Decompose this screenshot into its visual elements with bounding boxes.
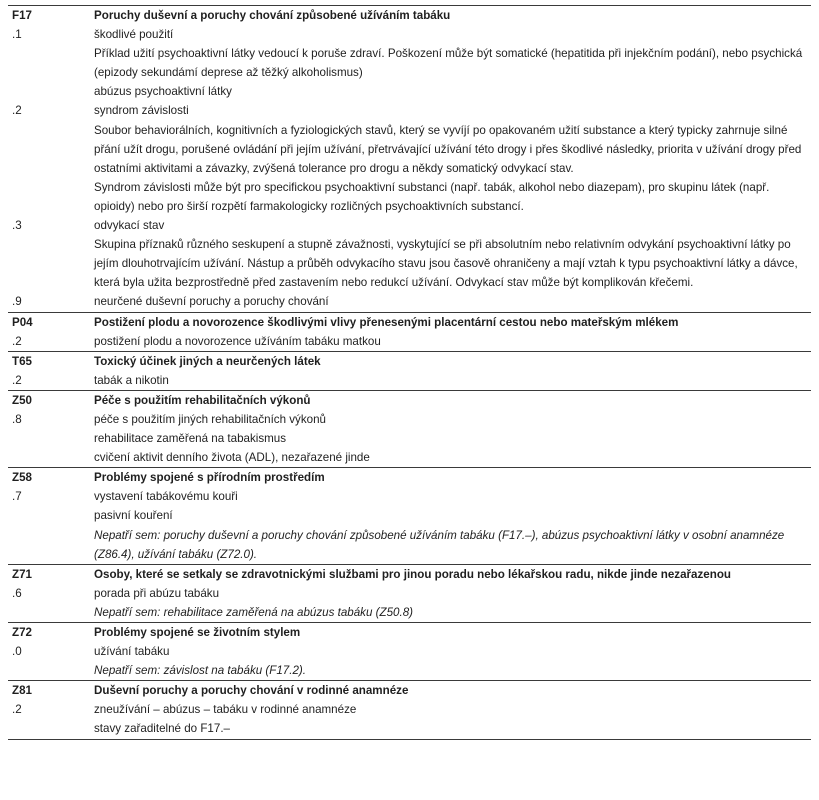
subcode <box>8 235 94 292</box>
section-header-row <box>8 313 811 332</box>
entry-row <box>8 44 811 82</box>
section-header-row <box>8 391 811 410</box>
subcode: .8 <box>12 412 22 426</box>
exclusion-note-text: Nepatří sem: rehabilitace zaměřená na abúzus tabáku (Z50.8) <box>94 605 413 619</box>
section-header-row <box>8 6 811 25</box>
entry-text: užívání tabáku <box>94 645 170 659</box>
entry-text: neurčené duševní poruchy a poruchy chování <box>94 295 329 309</box>
entry-row <box>8 178 811 216</box>
entry-text: škodlivé použití <box>94 28 174 42</box>
section-title: Problémy spojené s přírodním prostředím <box>94 471 325 485</box>
entry-row <box>8 25 811 44</box>
entry-text: Příklad užití psychoaktivní látky vedoucí k poruše zdraví. Poškození může být somatické (hepatitida při injekčním podání), nebo psychická (epizody sekundámí deprese až těžký alkoholismus) <box>94 47 803 80</box>
subcode <box>8 44 94 82</box>
section-title: Toxický účinek jiných a neurčených látek <box>94 354 321 368</box>
entry-text: stavy zařaditelné do F17.– <box>94 722 230 736</box>
section-title: Problémy spojené se životním stylem <box>94 626 301 639</box>
code-section <box>8 351 811 390</box>
subcode <box>8 661 94 680</box>
entry-text: Soubor behaviorálních, kognitivních a fyziologických stavů, který se vyvíjí po opakovaném užití substance a který typicky zahrnuje silné přání užít drogu, porušené ovládání při jejím užívání, přetrvávající užívání této drogy i přes škodlivé následky, priorita v užívání drogy před ostatními aktivitami a závazky, zvýšená tolerance pro drogu a někdy somatický odvykací stav. <box>94 123 802 175</box>
section-code: F17 <box>12 9 32 22</box>
section-code: P04 <box>12 315 33 329</box>
entry-text: porada při abúzu tabáku <box>94 586 220 600</box>
section-header-row <box>8 468 811 487</box>
section-title: Postižení plodu a novorozence škodlivými vlivy přenesenými placentární cestou nebo mateřským mlékem <box>94 315 679 329</box>
entry-row <box>8 292 811 311</box>
entry-row <box>8 448 811 467</box>
entry-row <box>8 101 811 120</box>
subcode: .0 <box>12 645 22 659</box>
exclusion-note-row <box>8 661 811 680</box>
entry-text: péče s použitím jiných rehabilitačních výkonů <box>94 412 326 426</box>
subcode: .2 <box>12 104 22 118</box>
section-title: Péče s použitím rehabilitačních výkonů <box>94 393 311 407</box>
subcode <box>8 121 94 178</box>
subcode <box>8 429 94 448</box>
entry-text: syndrom závislosti <box>94 104 189 118</box>
section-code: Z50 <box>12 393 32 407</box>
entry-row <box>8 506 811 525</box>
entry-text: Syndrom závislosti může být pro specifickou psychoaktivní substanci (např. tabák, alkohol nebo diazepam), pro skupinu látek (např. opioidy) nebo pro širší rozpětí farmakologicky rozličných psychoaktivních substancí. <box>94 180 770 213</box>
code-section <box>8 564 811 622</box>
entry-row <box>8 235 811 292</box>
exclusion-note-text: Nepatří sem: poruchy duševní a poruchy chování způsobené užíváním tabáku (F17.–), abúzus psychoaktivní látky v osobní anamnéze (Z86.4), užívání tabáku (Z72.0). <box>94 528 785 561</box>
subcode: .3 <box>12 219 22 233</box>
subcode: .7 <box>12 490 22 504</box>
subcode: .2 <box>12 334 22 348</box>
subcode <box>8 82 94 101</box>
entry-text: abúzus psychoaktivní látky <box>94 85 232 99</box>
entry-row <box>8 719 811 738</box>
section-header-row <box>8 352 811 371</box>
entry-text: postižení plodu a novorozence užíváním tabáku matkou <box>94 334 381 348</box>
code-section <box>8 6 811 312</box>
section-code: T65 <box>12 354 32 368</box>
section-code: Z81 <box>12 684 32 698</box>
subcode <box>8 526 94 564</box>
section-title: Duševní poruchy a poruchy chování v rodinné anamnéze <box>94 684 409 698</box>
code-section <box>8 680 811 738</box>
code-section <box>8 390 811 467</box>
entry-row <box>8 410 811 429</box>
subcode <box>8 506 94 525</box>
code-section <box>8 467 811 563</box>
entry-row <box>8 429 811 448</box>
subcode <box>8 448 94 467</box>
subcode <box>8 178 94 216</box>
entry-row <box>8 121 811 178</box>
entry-text: Skupina příznaků různého seskupení a stupně závažnosti, vyskytující se při absolutním nebo relativním odvykání psychoaktivní látky po jejím dlouhotrvajícím užívání. Nástup a průběh odvykacího stavu jsou časově ohraničeny a mají vztah k typu psychoaktivní látky a dávce, která byla užita bezprostředně před zastavením nebo redukcí užívání. Odvykací stav může být komplikován křečemi. <box>94 238 798 290</box>
entry-text: odvykací stav <box>94 219 165 233</box>
section-code: Z58 <box>12 471 32 485</box>
entry-row <box>8 487 811 506</box>
subcode <box>8 603 94 622</box>
section-title: Osoby, které se setkaly se zdravotnickými službami pro jinou poradu nebo lékařskou radu, nikde jinde nezařazenou <box>94 567 731 581</box>
section-code: Z71 <box>12 567 32 581</box>
entry-row <box>8 82 811 101</box>
icd-code-table <box>8 5 811 740</box>
section-title: Poruchy duševní a poruchy chování způsobené užíváním tabáku <box>94 9 451 22</box>
entry-text: pasivní kouření <box>94 509 173 523</box>
exclusion-note-row <box>8 526 811 564</box>
section-header-row <box>8 565 811 584</box>
code-section <box>8 312 811 351</box>
entry-text: cvičení aktivit denního života (ADL), nezařazené jinde <box>94 451 370 465</box>
subcode: .2 <box>12 703 22 717</box>
entry-text: rehabilitace zaměřená na tabakismus <box>94 432 287 446</box>
entry-text: tabák a nikotin <box>94 373 169 387</box>
entry-row <box>8 584 811 603</box>
exclusion-note-row <box>8 603 811 622</box>
subcode: .9 <box>12 295 22 309</box>
entry-row <box>8 216 811 235</box>
code-section <box>8 622 811 680</box>
section-header-row <box>8 681 811 700</box>
section-header-row <box>8 623 811 642</box>
entry-text: vystavení tabákovému kouři <box>94 490 238 504</box>
entry-text: zneužívání – abúzus – tabáku v rodinné anamnéze <box>94 703 357 717</box>
subcode: .6 <box>12 586 22 600</box>
entry-row <box>8 700 811 719</box>
section-code: Z72 <box>12 626 32 639</box>
subcode: .2 <box>12 373 22 387</box>
entry-row <box>8 332 811 351</box>
subcode: .1 <box>12 28 22 42</box>
subcode <box>8 719 94 738</box>
exclusion-note-text: Nepatří sem: závislost na tabáku (F17.2). <box>94 664 306 678</box>
entry-row <box>8 371 811 390</box>
entry-row <box>8 642 811 661</box>
